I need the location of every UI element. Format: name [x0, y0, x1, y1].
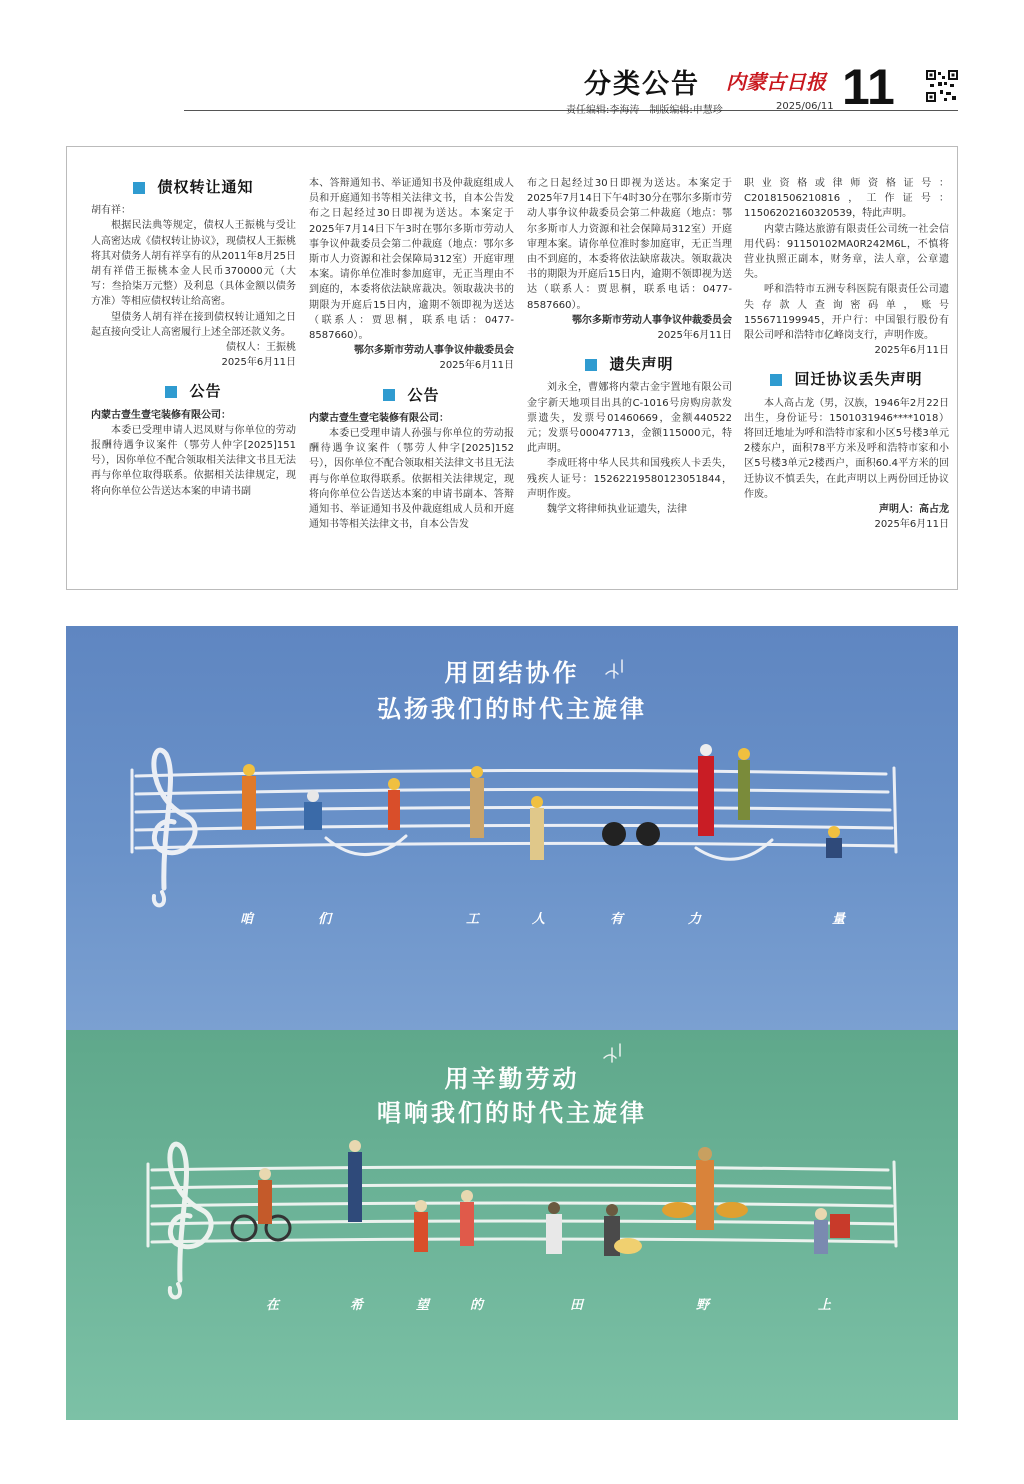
- notice-heading: 债权转让通知: [91, 180, 296, 195]
- lyric-char: 田: [570, 1298, 584, 1313]
- lyric-char: 力: [688, 912, 702, 927]
- lyric-char: 人: [532, 912, 546, 927]
- heading-marker: [165, 386, 177, 398]
- notice-paragraph: 刘永全，曹娜将内蒙古金宇置地有限公司金宇新天地项目出具的C-1016号房购房款发票遗失，发票号01460669，金额440522元；发票号00047713，金额115000元，特此声明。: [527, 382, 732, 455]
- lyric-char: 在: [266, 1298, 280, 1313]
- notice-paragraph: 本人高占龙（男，汉族，1946年2月22日出生，身份证号：1501031946****1018）将回迁地址为呼和浩特市家和小区5号楼3单元2楼东户，面积78平方米及呼和浩特市家和小区5号楼3单元2楼西户，面积60.4平方米的回迁协议不慎丢失，在此声明以上两份回迁协议作废。: [744, 397, 949, 500]
- notice-paragraph: 本委已受理申请人孙强与你单位的劳动报酬待遇争议案件（鄂劳人仲字[2025]152号），因你单位不配合领取相关法律文书且无法再与你单位取得联系。依据相关法律规定，现将向你单位公告送达本案的申请书副本、答辩通知书、举证通知书及仲裁庭组成人员和开庭通知书等相关法律文书，自本公告发: [309, 428, 514, 531]
- heading-marker: [585, 359, 597, 371]
- notice-paragraph: 根据民法典等规定，债权人王振桃与受让人高密达成《债权转让协议》，现债权人王振桃将其对债务人胡有祥享有的从2011年8月25日胡有祥借王振桃本金人民币370000元（大写：叁拾柒万元整）及利息（具体金额以债务方准）等相应债权转让给高密。: [91, 220, 296, 308]
- poster-title-line1: 用辛勤劳动: [444, 1065, 580, 1093]
- lyric-char: 量: [832, 912, 846, 927]
- lyric-char: 上: [818, 1298, 832, 1313]
- poster-title-line2: 唱响我们的时代主旋律: [377, 1099, 647, 1127]
- notice-column-1: [91, 170, 296, 499]
- poster-labor: [66, 1030, 958, 1420]
- notice-paragraph: 内蒙古隆达旅游有限责任公司统一社会信用代码：91150102MA0R242M6L，不慎将营业执照正副本，财务章，法人章，公章遗失。: [744, 223, 949, 281]
- page-number: 11: [842, 59, 895, 115]
- notice-paragraph: 布之日起经过30日即视为送达。本案定于2025年7月14日下午4时30分在鄂尔多斯市劳动人事争议仲裁委员会第二仲裁庭（地点：鄂尔多斯市人力资源和社会保障局312室）开庭审理本案。请你单位准时参加庭审，无正当理由不到庭的，本委将依法缺席裁决。领取裁决书的期限为开庭后15日内，逾期不领即视为送达（联系人：贾思桐，联系电话：0477-8587660）。: [527, 178, 732, 311]
- addressee: 内蒙古壹生壹宅装修有限公司：: [91, 409, 231, 421]
- notice-paragraph: 职业资格或律师资格证号：C20181506210816，工作证号：11506202160320539，特此声明。: [744, 178, 949, 220]
- music-staff-illustration: [66, 1030, 958, 1420]
- heading-marker: [133, 182, 145, 194]
- signature: 鄂尔多斯市劳动人事争议仲裁委员会: [572, 314, 732, 326]
- notice-paragraph: 魏学文将律师执业证遗失，法律: [547, 504, 687, 516]
- addressee: 内蒙古壹生壹宅装修有限公司：: [309, 412, 449, 424]
- notice-paragraph: 呼和浩特市五洲专科医院有限责任公司遗失存款人查询密码单，账号155671199945，开户行：中国银行股份有限公司呼和浩特市亿峰岗支行，声明作废。: [744, 284, 949, 342]
- signature-date: 2025年6月11日: [874, 345, 949, 357]
- lyric-char: 工: [466, 912, 480, 927]
- qr-code-icon: [926, 70, 958, 102]
- heading-marker: [770, 374, 782, 386]
- notice-paragraph: 本、答辩通知书、举证通知书及仲裁庭组成人员和开庭通知书等相关法律文书，自本公告发布之日起经过30日即视为送达。本案定于2025年7月14日下午3时在鄂尔多斯市劳动人事争议仲裁委员会第二仲裁庭（地点：鄂尔多斯市人力资源和社会保障局312室）开庭审理本案。请你单位准时参加庭审，无正当理由不到庭的，本委将依法缺席裁决。领取裁决书的期限为开庭后15日内，逾期不领即视为送达（联系人：贾思桐，联系电话：0477-8587660）。: [309, 178, 514, 342]
- lyric-char: 们: [318, 912, 332, 927]
- lyric-char: 野: [696, 1298, 710, 1313]
- lyric-char: 的: [470, 1298, 484, 1313]
- issue-date: 2025/06/11: [776, 101, 834, 112]
- lyric-char: 望: [416, 1298, 430, 1313]
- signature: 鄂尔多斯市劳动人事争议仲裁委员会: [354, 345, 514, 357]
- notice-heading: 公告: [309, 388, 514, 403]
- salutation: 胡有祥：: [91, 205, 131, 217]
- music-staff-illustration: [66, 626, 958, 1030]
- notice-heading: 遗失声明: [527, 357, 732, 372]
- notice-column-2: [309, 176, 514, 532]
- editors-line: 责任编辑:李海涛 制版编辑:申慧珍: [566, 105, 723, 116]
- heading-marker: [383, 389, 395, 401]
- signature-date: 2025年6月11日: [874, 519, 949, 531]
- notice-paragraph: 李成旺将中华人民共和国残疾人卡丢失，残疾人证号：15262219580123051844，声明作废。: [527, 458, 732, 500]
- lyric-char: 咱: [240, 912, 254, 927]
- poster-title-line2: 弘扬我们的时代主旋律: [377, 695, 647, 723]
- poster-title-line1: 用团结协作: [444, 659, 580, 687]
- lyric-char: 希: [350, 1298, 364, 1313]
- newspaper-logo: 内蒙古日报: [726, 70, 826, 94]
- signature-date: 2025年6月11日: [221, 357, 296, 369]
- notice-paragraph: 望债务人胡有祥在接到债权转让通知之日起直接向受让人高密履行上述全部还款义务。: [91, 311, 296, 338]
- signature-date: 2025年6月11日: [439, 360, 514, 372]
- signature: 声明人：高占龙: [879, 504, 949, 516]
- notice-heading: 公告: [91, 384, 296, 399]
- notice-heading: 回迁协议丢失声明: [744, 372, 949, 387]
- section-title: 分类公告: [584, 69, 700, 100]
- signature: 债权人：王振桃: [226, 342, 296, 354]
- poster-unity: [66, 626, 958, 1030]
- notice-paragraph: 本委已受理申请人迟凤财与你单位的劳动报酬待遇争议案件（鄂劳人仲字[2025]151号），因你单位不配合领取相关法律文书且无法再与你单位取得联系。依据相关法律规定，现将向你单位公告送达本案的申请书副: [91, 424, 296, 497]
- notice-column-4: [744, 176, 949, 532]
- signature-date: 2025年6月11日: [657, 330, 732, 342]
- notice-column-3: [527, 176, 732, 517]
- lyric-char: 有: [610, 912, 624, 927]
